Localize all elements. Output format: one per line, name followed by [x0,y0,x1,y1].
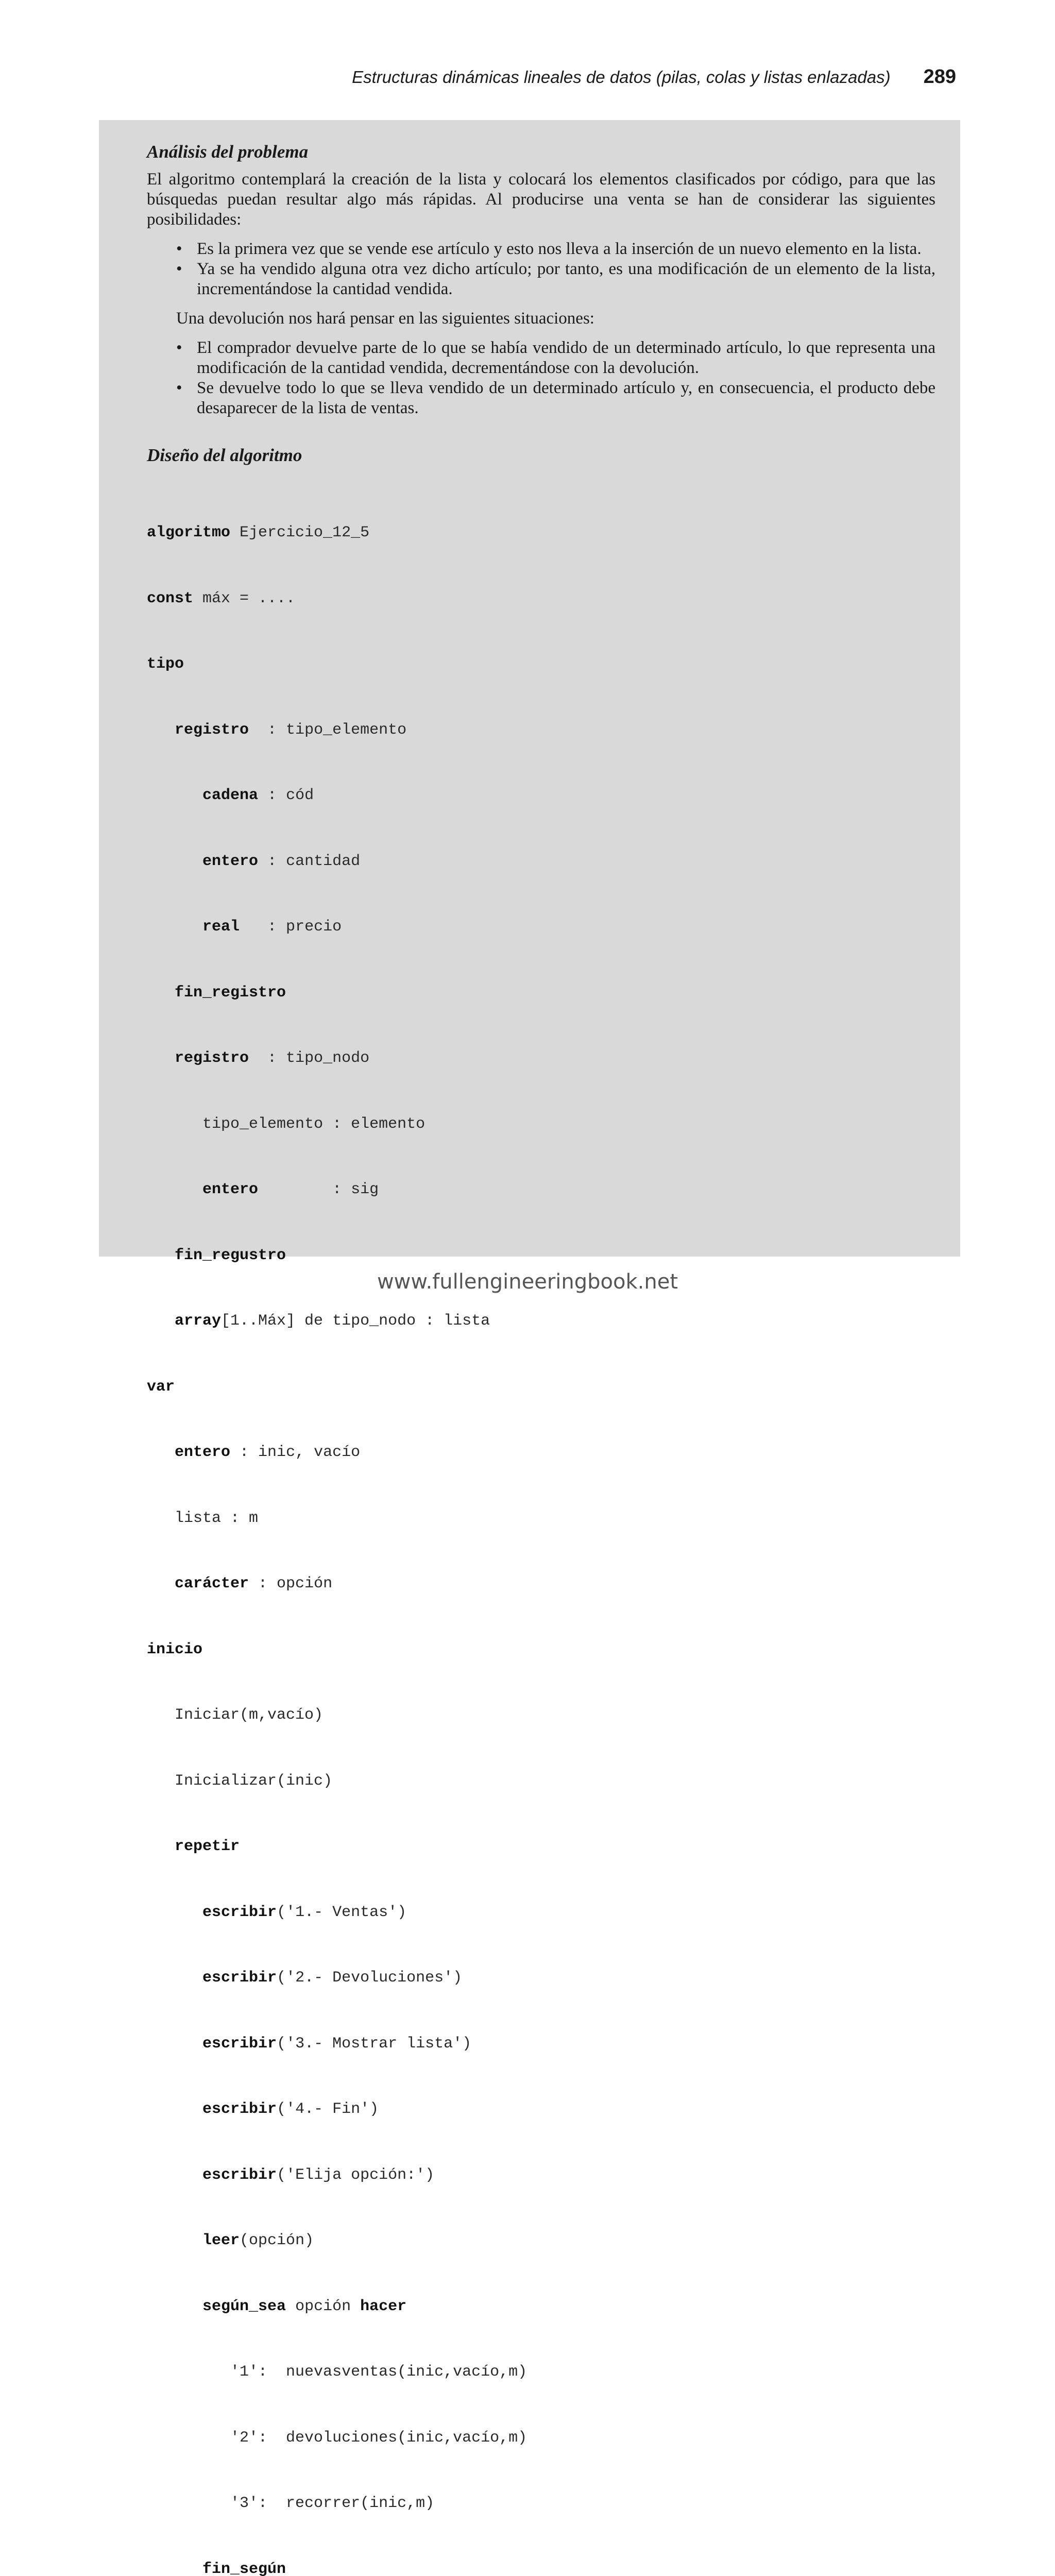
code-line [147,851,935,873]
list-item [176,259,935,299]
running-head [99,66,956,97]
list-item-text: Es la primera vez que se vende ese artículo y esto nos lleva a la inserción de un nuevo elemento en la lista. [197,240,922,258]
list-item [176,338,935,378]
code-keyword: inicio [147,1641,202,1658]
code-line [147,1639,935,1661]
code-line [147,1442,935,1464]
code-text: ('2.- Devoluciones') [277,1969,462,1987]
code-text: '2': devoluciones(inic,vacío,m) [230,2429,527,2447]
code-keyword: tipo [147,655,184,673]
code-keyword: var [147,1378,175,1396]
return-intro: Una devolución nos hará pensar en las siguientes situaciones: [176,309,935,329]
code-line [147,916,935,938]
code-text: : inic, vacío [230,1444,360,1461]
code-line [147,522,935,544]
code-text: '3': recorrer(inic,m) [230,2495,434,2512]
return-cases-list [176,338,935,418]
code-keyword: entero [175,1444,230,1461]
code-text: ('Elija opción:') [277,2166,434,2184]
exercise-box [99,120,960,1257]
code-keyword: algoritmo [147,524,230,541]
code-keyword: escribir [202,2100,277,2118]
code-text: Ejercicio_12_5 [230,524,369,541]
list-item-text: El comprador devuelve parte de lo que se había vendido de un determinado artículo, lo que representa una modificación de la cantidad vendida, decrementándose con la devolución. [197,338,935,377]
code-line [147,1179,935,1201]
design-heading: Diseño del algoritmo [147,444,935,467]
code-keyword: leer [202,2232,240,2249]
code-text: tipo_elemento : elemento [202,1115,425,1133]
code-line [147,1113,935,1136]
list-item [176,239,935,259]
running-title: Estructuras dinámicas lineales de datos (pilas, colas y listas enlazadas) [352,67,891,87]
code-text: Inicializar(inic) [175,1772,332,1790]
code-keyword: array [175,1312,221,1330]
code-text: (opción) [240,2232,314,2249]
code-text: lista : m [175,1510,258,1527]
code-text: ('1.- Ventas') [277,1904,406,1921]
code-line [147,588,935,610]
code-line [147,2427,935,2449]
code-text: : opción [249,1575,332,1592]
sale-cases-list [176,239,935,299]
analysis-heading: Análisis del problema [147,141,935,163]
code-keyword: escribir [202,1969,277,1987]
pseudocode-block [147,478,935,2576]
code-line [147,2361,935,2383]
code-line [147,1967,935,1989]
list-item-text: Ya se ha vendido alguna otra vez dicho artículo; por tanto, es una modificación de un elemento de la lista, incrementándose la cantidad vendida. [197,260,935,298]
code-keyword: escribir [202,2035,277,2053]
code-line [147,1573,935,1595]
code-text: : precio [240,918,342,936]
code-keyword: repetir [175,1838,240,1855]
code-text: máx = .... [193,590,295,607]
code-keyword: fin_registro [175,984,286,1002]
code-line [147,1376,935,1398]
code-keyword: entero [202,1181,258,1198]
list-item-text: Se devuelve todo lo que se lleva vendido de un determinado artículo y, en consecuencia, el producto debe desaparecer de la lista de ventas. [197,379,935,417]
code-keyword: fin_regustro [175,1247,286,1264]
code-line [147,2164,935,2187]
bullet-glyph: • [176,378,182,398]
code-line [147,719,935,741]
code-line [147,653,935,675]
code-line [147,1310,935,1332]
code-text: Iniciar(m,vacío) [175,1706,323,1724]
code-line [147,785,935,807]
code-keyword: registro [175,1049,249,1067]
watermark-link[interactable]: www.fullengineeringbook.net [0,1270,1055,1294]
code-keyword: real [202,918,240,936]
code-keyword: carácter [175,1575,249,1592]
bullet-glyph: • [176,239,182,259]
code-keyword: cadena [202,787,258,804]
code-line [147,1507,935,1530]
bullet-glyph: • [176,338,182,358]
code-line [147,2033,935,2055]
code-line [147,1770,935,1792]
code-text: : cód [258,787,314,804]
code-line [147,1836,935,1858]
code-text: : tipo_nodo [249,1049,369,1067]
code-keyword: escribir [202,1904,277,1921]
code-text: : cantidad [258,853,360,870]
code-text: : tipo_elemento [249,721,406,739]
code-line [147,982,935,1004]
code-keyword: según_sea [202,2298,286,2315]
code-text: : sig [258,1181,379,1198]
code-line [147,2230,935,2252]
code-keyword: fin_según [202,2561,286,2576]
code-text: opción [286,2298,360,2315]
code-line [147,1902,935,1924]
code-line [147,2098,935,2121]
code-text: [1..Máx] de tipo_nodo : lista [221,1312,490,1330]
code-line [147,1245,935,1267]
code-line [147,2493,935,2515]
code-line [147,2296,935,2318]
code-keyword: escribir [202,2166,277,2184]
code-keyword: registro [175,721,249,739]
code-line [147,2558,935,2576]
bullet-glyph: • [176,259,182,279]
analysis-intro: El algoritmo contemplará la creación de la lista y colocará los elementos clasificados por código, para que las búsquedas puedan resultar algo más rápidas. Al producirse una venta se han de considerar las siguientes posibilidades: [147,170,935,230]
code-line [147,1704,935,1726]
code-keyword: const [147,590,193,607]
code-text: ('4.- Fin') [277,2100,379,2118]
code-text: '1': nuevasventas(inic,vacío,m) [230,2363,527,2381]
list-item [176,378,935,418]
code-line [147,1047,935,1070]
page-number: 289 [924,66,956,88]
code-text: ('3.- Mostrar lista') [277,2035,471,2053]
code-keyword: hacer [360,2298,406,2315]
code-keyword: entero [202,853,258,870]
